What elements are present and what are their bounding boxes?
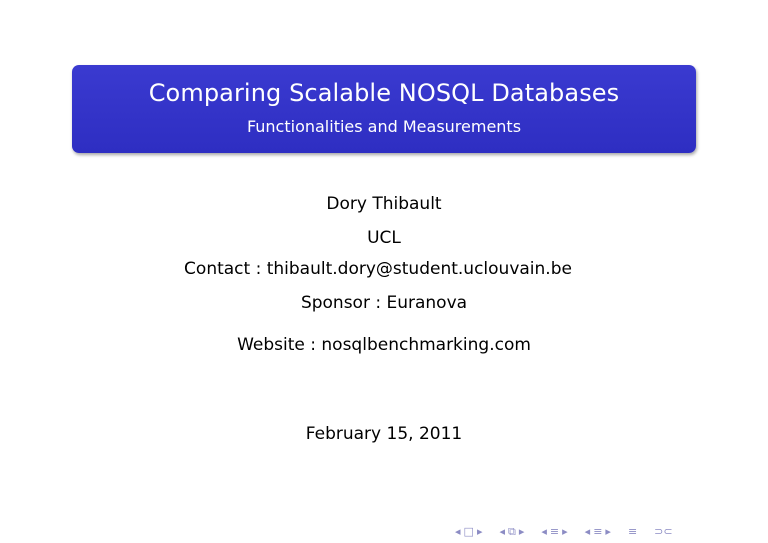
section-prev-icon[interactable]: ◂ xyxy=(541,525,547,538)
search-icon[interactable]: ⊃⊂ xyxy=(654,525,673,538)
sponsor-line: Sponsor : Euranova xyxy=(300,293,468,313)
contact-line: Contact : thibault.dory@student.uclouvain.be xyxy=(184,259,572,279)
author-name: Dory Thibault xyxy=(326,194,442,214)
section-icon[interactable]: ≡ xyxy=(593,525,603,538)
subsection-icon[interactable]: ⧉ xyxy=(508,525,516,538)
date-line: February 15, 2011 xyxy=(305,424,463,444)
slide-subtitle: Functionalities and Measurements xyxy=(246,117,522,136)
section-prev-icon[interactable]: ◂ xyxy=(584,525,591,538)
subsection-next-icon[interactable]: ▸ xyxy=(518,525,525,538)
align-icon[interactable]: ≡ xyxy=(627,525,638,538)
institution: UCL xyxy=(367,228,401,248)
frame-next-icon[interactable]: ▸ xyxy=(476,525,483,538)
frame-prev-icon[interactable]: ◂ xyxy=(455,525,461,538)
section-next-icon[interactable]: ▸ xyxy=(605,525,611,538)
subsection-prev-icon[interactable]: ◂ xyxy=(499,525,505,538)
frame-icon[interactable]: □ xyxy=(463,525,474,538)
navigation-bar xyxy=(455,524,676,540)
section-icon[interactable]: ≡ xyxy=(549,525,560,538)
website-line: Website : nosqlbenchmarking.com xyxy=(237,335,531,355)
section-next-icon[interactable]: ▸ xyxy=(562,525,568,538)
slide-title: Comparing Scalable NOSQL Databases xyxy=(148,79,620,107)
title-box xyxy=(72,65,696,153)
